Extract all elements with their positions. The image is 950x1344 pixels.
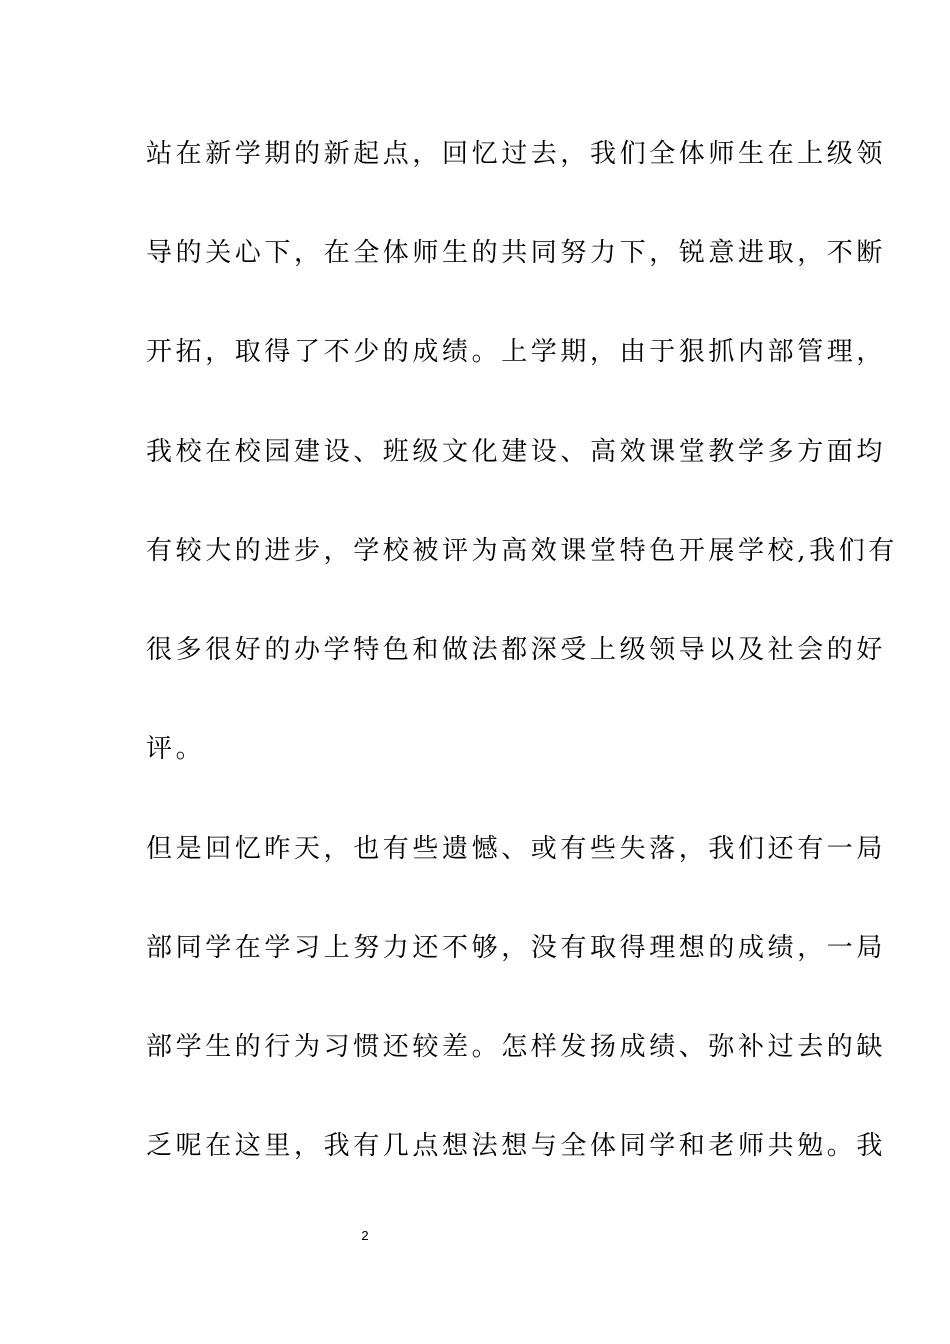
page-number: 2 (361, 1228, 369, 1243)
paragraph-2-line-4: 乏呢在这里，我有几点想法想与全体同学和老师共勉。我 (146, 1131, 887, 1161)
paragraph-1-line-3: 开拓，取得了不少的成绩。上学期，由于狠抓内部管理， (146, 337, 887, 367)
paragraph-1-line-4: 我校在校园建设、班级文化建设、高效课堂教学多方面均 (146, 437, 887, 467)
paragraph-1-line-7: 评。 (146, 734, 206, 764)
paragraph-2-line-3: 部学生的行为习惯还较差。怎样发扬成绩、弥补过去的缺 (146, 1032, 887, 1062)
paragraph-1-line-2: 导的关心下，在全体师生的共同努力下，锐意进取，不断 (146, 238, 887, 268)
paragraph-1-line-6: 很多很好的办学特色和做法都深受上级领导以及社会的好 (146, 635, 887, 665)
paragraph-2-line-1: 但是回忆昨天，也有些遗憾、或有些失落，我们还有一局 (146, 834, 887, 864)
paragraph-2-line-2: 部同学在学习上努力还不够，没有取得理想的成绩，一局 (146, 933, 887, 963)
paragraph-1-line-5: 有较大的进步，学校被评为高效课堂特色开展学校,我们有 (146, 536, 898, 566)
paragraph-1-line-1: 站在新学期的新起点，回忆过去，我们全体师生在上级领 (146, 139, 887, 169)
